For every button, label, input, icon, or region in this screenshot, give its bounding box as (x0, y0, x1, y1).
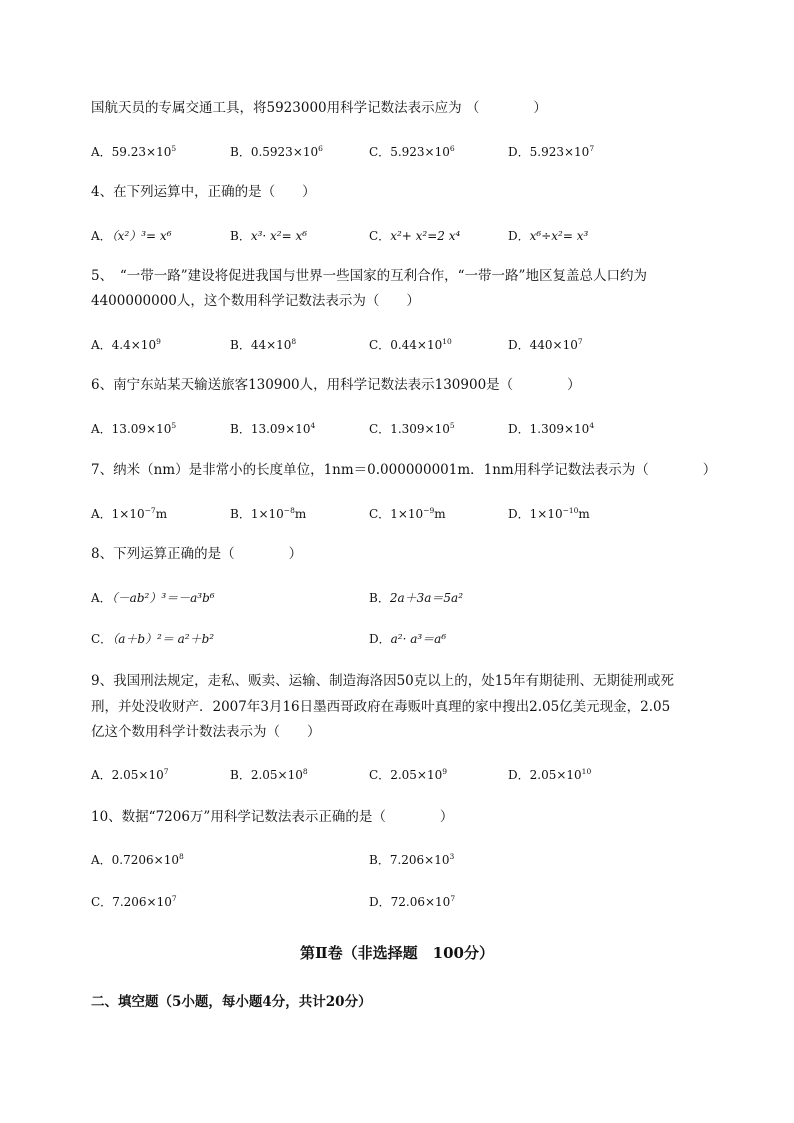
q9-option-a: A．$2.05\times 10^7$ (91, 767, 169, 782)
q7-option-b: B．$1\times 10^{-8}m$ (230, 506, 307, 521)
q3-option-a: A．$59.23\times 10^5$ (91, 144, 177, 159)
q6-option-a: A．$13.09\times 10^5$ (91, 421, 177, 436)
section-title: 第Ⅱ卷（非选择题 100分） (300, 944, 494, 962)
q7-stem: 7、纳米（nm）是非常小的长度单位，1nm＝0.000000001m．1nm用科学记数法表示为（ ） (91, 462, 717, 478)
q4-stem: 4、在下列运算中，正确的是（ ） (91, 184, 316, 200)
q7-option-a: A．$1\times 10^{-7}m$ (91, 506, 168, 521)
q5-option-b: B．$44\times 10^8$ (230, 337, 297, 352)
q6-option-d: D．$1.309\times 10^4$ (508, 421, 595, 436)
q7-option-c: C．$1\times 10^{-9}m$ (369, 506, 446, 521)
q6-option-c: C．$1.309\times 10^5$ (369, 421, 455, 436)
q10-option-d: D．$72.06\times 10^7$ (369, 894, 456, 909)
q6-stem: 6、南宁东站某天输送旅客130900人，用科学记数法表示130900是（ ） (91, 377, 581, 393)
q6-option-b: B．$13.09\times 10^4$ (230, 421, 316, 436)
q8-option-d: D．a²· a³＝a⁶ (369, 632, 447, 646)
q3-option-d: D．$5.923\times 10^7$ (508, 144, 595, 159)
q9-option-d: D．$2.05\times 10^{10}$ (508, 767, 592, 782)
q4-option-c: C．x²+ x²=2 x⁴ (369, 229, 461, 243)
q4-option-d: D．x⁶÷x²= x³ (508, 229, 589, 243)
q10-option-b: B．$7.206\times 10^3$ (369, 852, 455, 867)
q10-option-a: A．$0.7206\times 10^8$ (91, 852, 184, 867)
q5-stem-line2: 4400000000人，这个数用科学记数法表示为（ ） (91, 293, 420, 309)
q3-option-c: C．$5.923\times 10^6$ (369, 144, 455, 159)
q8-option-c: C．（a＋b）²＝ a²＋b² (91, 632, 215, 646)
q3-option-b: B．$0.5923\times 10^6$ (230, 144, 323, 159)
q5-option-a: A．$4.4\times 10^9$ (91, 337, 161, 352)
part-title: 二、填空题（5小题，每小题4分，共计20分） (91, 994, 372, 1010)
q3-stem: 国航天员的专属交通工具，将5923000用科学记数法表示应为 （ ） (91, 100, 547, 116)
q7-option-d: D．$1\times 10^{-10}m$ (508, 506, 590, 521)
q10-option-c: C．$7.206\times 10^7$ (91, 894, 177, 909)
q5-option-d: D．$440\times 10^7$ (508, 337, 583, 352)
q8-option-b: B．2a＋3a＝5a² (369, 591, 464, 605)
q9-stem-line1: 9、我国刑法规定，走私、贩卖、运输、制造海洛因50克以上的，处15年有期徒刑、无期徒刑或死 (91, 673, 674, 689)
q9-option-b: B．$2.05\times 10^8$ (230, 767, 308, 782)
q4-option-b: B．x³· x²= x⁶ (230, 229, 308, 243)
q5-stem-line1: 5、 “一带一路”建设将促进我国与世界一些国家的互利合作，“一带一路”地区复盖总人口约为 (91, 268, 647, 284)
q9-stem-line2: 刑，并处没收财产．2007年3月16日墨西哥政府在毒贩叶真理的家中搜出2.05亿美元现金，2.05 (91, 699, 671, 715)
q5-option-c: C．$0.44\times 10^{10}$ (369, 337, 452, 352)
q4-option-a: A．（x²）³= x⁶ (91, 229, 172, 243)
q8-option-a: A．（－ab²）³＝－a³b⁶ (91, 591, 215, 605)
q8-stem: 8、下列运算正确的是（ ） (91, 546, 303, 562)
q10-stem: 10、数据“7206万”用科学记数法表示正确的是（ ） (91, 809, 454, 825)
q9-option-c: C．$2.05\times 10^9$ (369, 767, 448, 782)
q9-stem-line3: 亿这个数用科学计数法表示为（ ） (91, 724, 321, 740)
